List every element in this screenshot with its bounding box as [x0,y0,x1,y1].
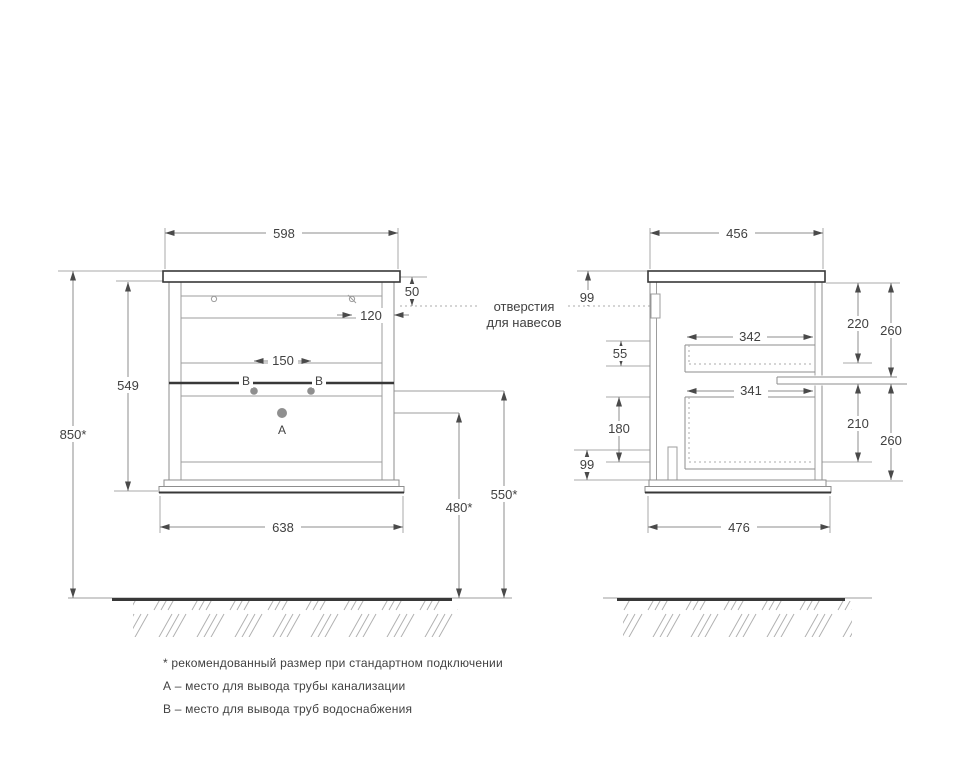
front-supply-spacing-dim: 150 [272,353,294,368]
notes [163,656,503,716]
front-mount-height-dim: 850* [59,427,87,442]
note-asterisk: * рекомендованный размер при стандартном подключении [163,656,503,670]
front-base-width-dim: 638 [272,520,294,535]
side-lower-front-dim: 210 [847,416,869,431]
front-countertop [163,271,400,282]
ground-left [68,598,512,637]
floor-hatch-left [133,601,458,637]
side-top-depth-dim: 456 [726,226,748,241]
side-view [645,271,907,493]
side-back-foot [668,447,677,480]
side-back-bottom-dim: 99 [579,457,595,472]
front-top-width-dim: 598 [273,226,295,241]
side-countertop [648,271,825,282]
front-hole-top-offset-dim: 50 [404,284,420,299]
front-plinth-upper [164,480,399,487]
front-cabinet-height-dim: 549 [117,378,139,393]
drain-hole [277,408,287,418]
side-top-rail-dim: 55 [612,346,628,361]
floor-hatch-right [623,601,852,637]
label-water-supply-right: В [314,374,324,388]
side-upper-section-dim: 260 [880,323,902,338]
side-upper-front-dim: 220 [847,316,869,331]
side-lower-drawer-depth-dim: 341 [740,383,762,398]
label-water-supply-left: В [241,374,251,388]
side-plinth-upper [649,480,826,487]
front-view [159,271,404,493]
side-lower-section-dim: 260 [880,433,902,448]
front-hole-right-offset-dim: 120 [360,308,382,323]
label-drain: А [277,423,287,437]
water-supply-hole-right [307,387,315,395]
side-hanger-bracket [651,294,660,318]
side-base-depth-dim: 476 [728,520,750,535]
front-drain-height-dim: 480* [445,500,473,515]
note-drain: А – место для вывода трубы канализации [163,679,406,693]
front-supply-height-dim: 550* [490,487,518,502]
callout-line2: для навесов [486,315,562,330]
note-supply: В – место для вывода труб водоснабжения [163,702,413,716]
side-hanger-offset-dim: 99 [579,290,595,305]
callout-line1: отверстия [493,299,555,314]
hanger-holes-callout [486,299,561,330]
water-supply-hole-left [250,387,258,395]
side-upper-drawer-depth-dim: 342 [739,329,761,344]
ground-right [603,598,872,637]
side-lower-inner-dim: 180 [608,421,630,436]
